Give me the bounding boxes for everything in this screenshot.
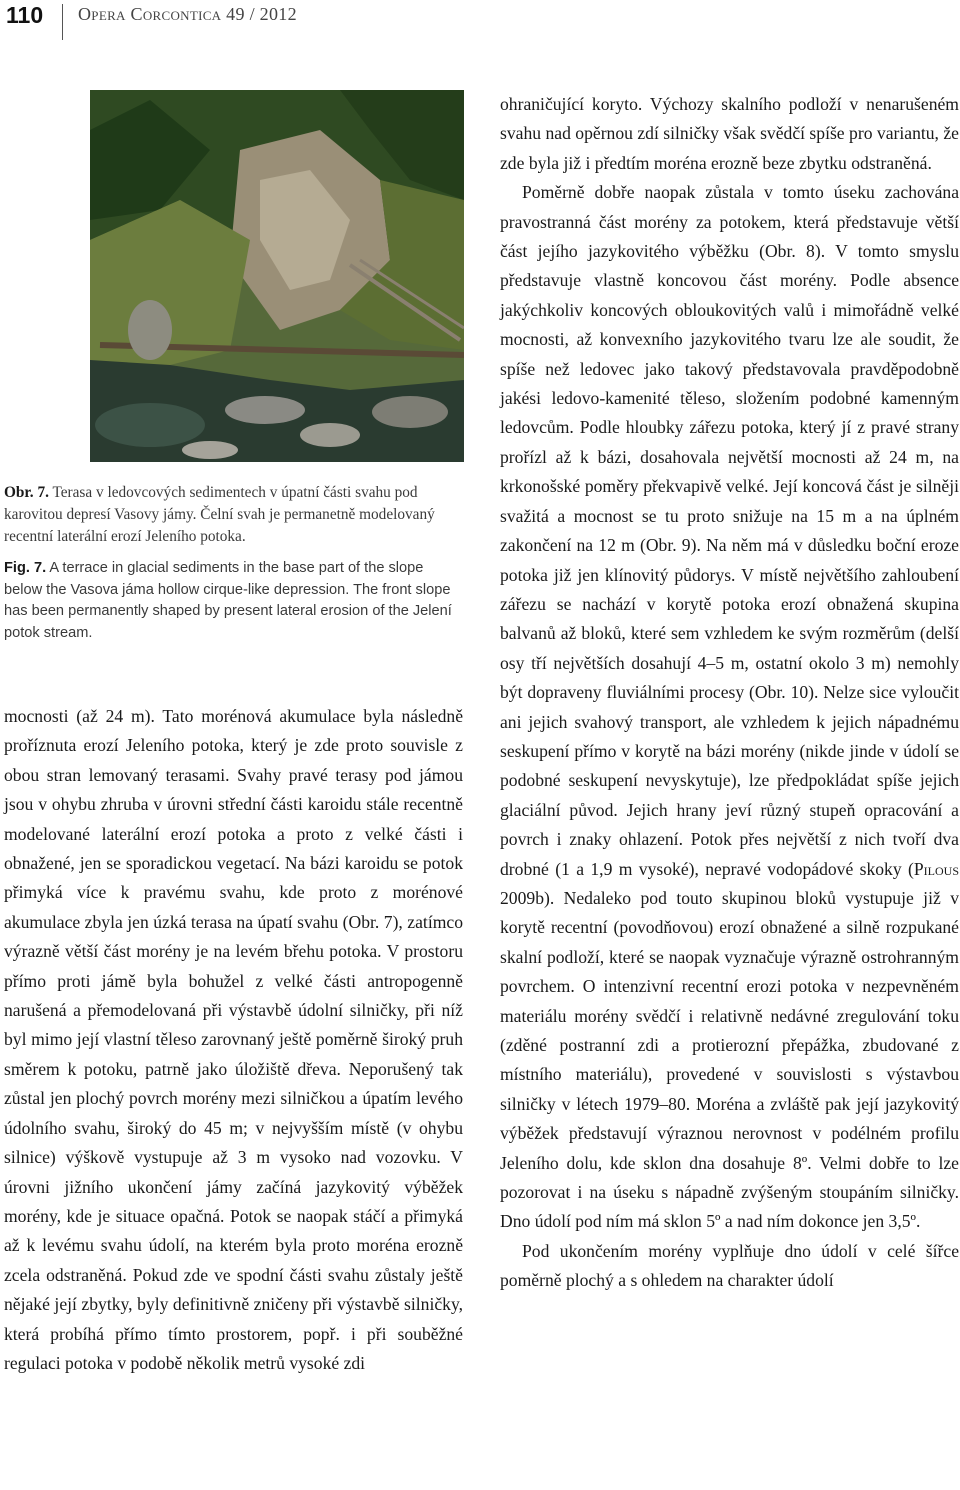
right-text-column [500, 90, 959, 1296]
right-paragraph-1: ohraničující koryto. Výchozy skalního podloží v nenarušeném svahu nad opěrnou zdí silničky však svědčí spíše pro variantu, že zde byla již i předtím moréna erozně beze zbytku odstraněná. [500, 94, 959, 173]
right-paragraph-2-text: Poměrně dobře naopak zůstala v tomto úseku zachována pravostranná část morény za potokem, která představuje větší část jejího jazykovitého výběžku (Obr. 8). V tomto smyslu představuje vlastně koncovou část morény. Podle absence jakýchkoliv koncových obloukovitých valů i mimořádně velké mocnosti, až konvexního jazykovitého tvaru lze ale soudit, že spíše než ledovec jako takový představovala pravděpodobně jakési ledovo-kamenité těleso, složením podobné kamenným ledovcům. Podle hloubky zářezu potoka, který jí z pravé strany prořízl až k bázi, dosahovala největší mocnosti až 24 m, na krkonošské poměry překvapivě velké. Její koncová část je silněji svažitá a mocnost se tu proto snižuje na 15 m a na úplném zakončení na 12 m (Obr. 9). Na něm má v důsledku boční eroze potoka již jen klínovitý půdorys. V místě největšího zahloubení zářezu se nachází v korytě potoka erozí obnažená skupina balvanů až bloků, které sem vzhledem ke svým rozměrům (delší osy tří největších dosahují 4–5 m, ostatní okolo 3 m) nemohly být dopraveny fluviálními procesy (Obr. 10). Nelze sice vyloučit ani jejich svahový transport, ale vzhledem k jejich nápadnému seskupení přímo v korytě na bázi morény (nikde jinde v údolí se podobné seskupení nevyskytuje), lze předpokládat spíše jejich glaciální původ. Jejich hrany jeví různý stupeň opracování a povrch i znaky ohlazení. Potok přes největší z nich tvoří dva drobné (1 a 1,9 m vysoké), nepravé vodopádové skoky ( [500, 182, 959, 879]
header-divider [62, 4, 63, 40]
caption-english [4, 558, 464, 644]
page-header [0, 0, 960, 40]
figure-caption [4, 482, 464, 644]
caption-czech-text: Terasa v ledovcových sedimentech v úpatní části svahu pod karovitou depresí Vasovy jámy. Čelní svah je permanetně modelovaný recentní laterální erozí Jeleního potoka. [4, 484, 435, 545]
figure-photo [90, 90, 464, 462]
caption-english-text: A terrace in glacial sediments in the base part of the slope below the Vasova jáma hollow cirque-like depression. The front slope has been permanently shaped by present lateral erosion of the Jelení potok stream. [4, 560, 452, 641]
citation-author: Pilous [913, 858, 959, 879]
right-paragraph-3: Pod ukončením morény vyplňuje dno údolí v celé šířce poměrně plochý a s ohledem na charakter údolí [500, 1240, 959, 1291]
caption-czech-label: Obr. 7. [4, 484, 49, 501]
caption-czech [4, 482, 464, 548]
page-number: 110 [6, 2, 44, 28]
left-text-column [4, 702, 463, 1378]
caption-english-label: Fig. 7. [4, 560, 47, 576]
right-paragraph-2-end: 2009b). Nedaleko pod touto skupinou bloků vystupuje již v korytě recentní (povodňovou) erozí obnažené a silně rozpukané skalní podloží, které se naopak vyznačuje výrazně ostrohranným povrchem. O intenzivní recentní erozi potoka v nezpevněném materiálu morény svědčí i relativně nedávné zregulování toku (zděné postranní zdi a protierozní přepážka, zbudované z místního materiálu), provedené v souvislosti s výstavbou silničky v létech 1979–80. Moréna a zvláště pak její jazykovitý výběžek představují výraznou nerovnost v podélném profilu Jeleního dolu, kde sklon dna dosahuje 8º. Velmi dobře to lze pozorovat i na úseku s nápadně zvýšeným stoupáním silničky. Dno údolí pod ním má sklon 5º a nad ním dokonce jen 3,5º. [500, 887, 959, 1232]
journal-title: Opera Corcontica 49 / 2012 [78, 4, 297, 24]
right-paragraph-2 [500, 178, 959, 1237]
left-paragraph: mocnosti (až 24 m). Tato morénová akumulace byla následně proříznuta erozí Jeleního potoka, který je zde proto souvisle z obou stran lemovaný terasami. Svahy pravé terasy pod jámou jsou v ohybu zhruba v úrovni střední části karoidu stále recentně modelované laterální erozí potoka a proto z velké části i obnažené, jen se sporadickou vegetací. Na bázi karoidu se potok přimyká více k pravému svahu, kde proto z morénové akumulace zbyla jen úzká terasa na úpatí svahu (Obr. 7), zatímco výrazně větší část morény je na levém břehu potoka. V prostoru přímo proti jámě byla bohužel z velké části antropogenně narušená a přemodelovaná při výstavbě údolní silničky, při níž byl mimo její vlastní těleso zarovnaný ještě poměrně široký pruh směrem k potoku, patrně jako úložiště dřeva. Neporušený tak zůstal jen plochý povrch morény mezi silničkou a úpatím levého údolního svahu, široký do 45 m; v nejvyšším místě (v ohybu silnice) výškově vystupuje až 3 m vysoko nad vozovku. V úrovni jižního ukončení jámy začíná jazykovitý výběžek morény, kde je situace opačná. Potok se naopak stáčí a přimyká až k levému svahu údolí, na kterém byla proto moréna erozně zcela odstraněná. Pokud zde ve spodní části svahu zůstaly ještě nějaké její zbytky, byly definitivně zničeny při výstavbě silničky, která probíhá přímo tímto prostorem, popř. i při souběžné regulaci potoka v podobě několik metrů vysoké zdi [4, 706, 463, 1373]
